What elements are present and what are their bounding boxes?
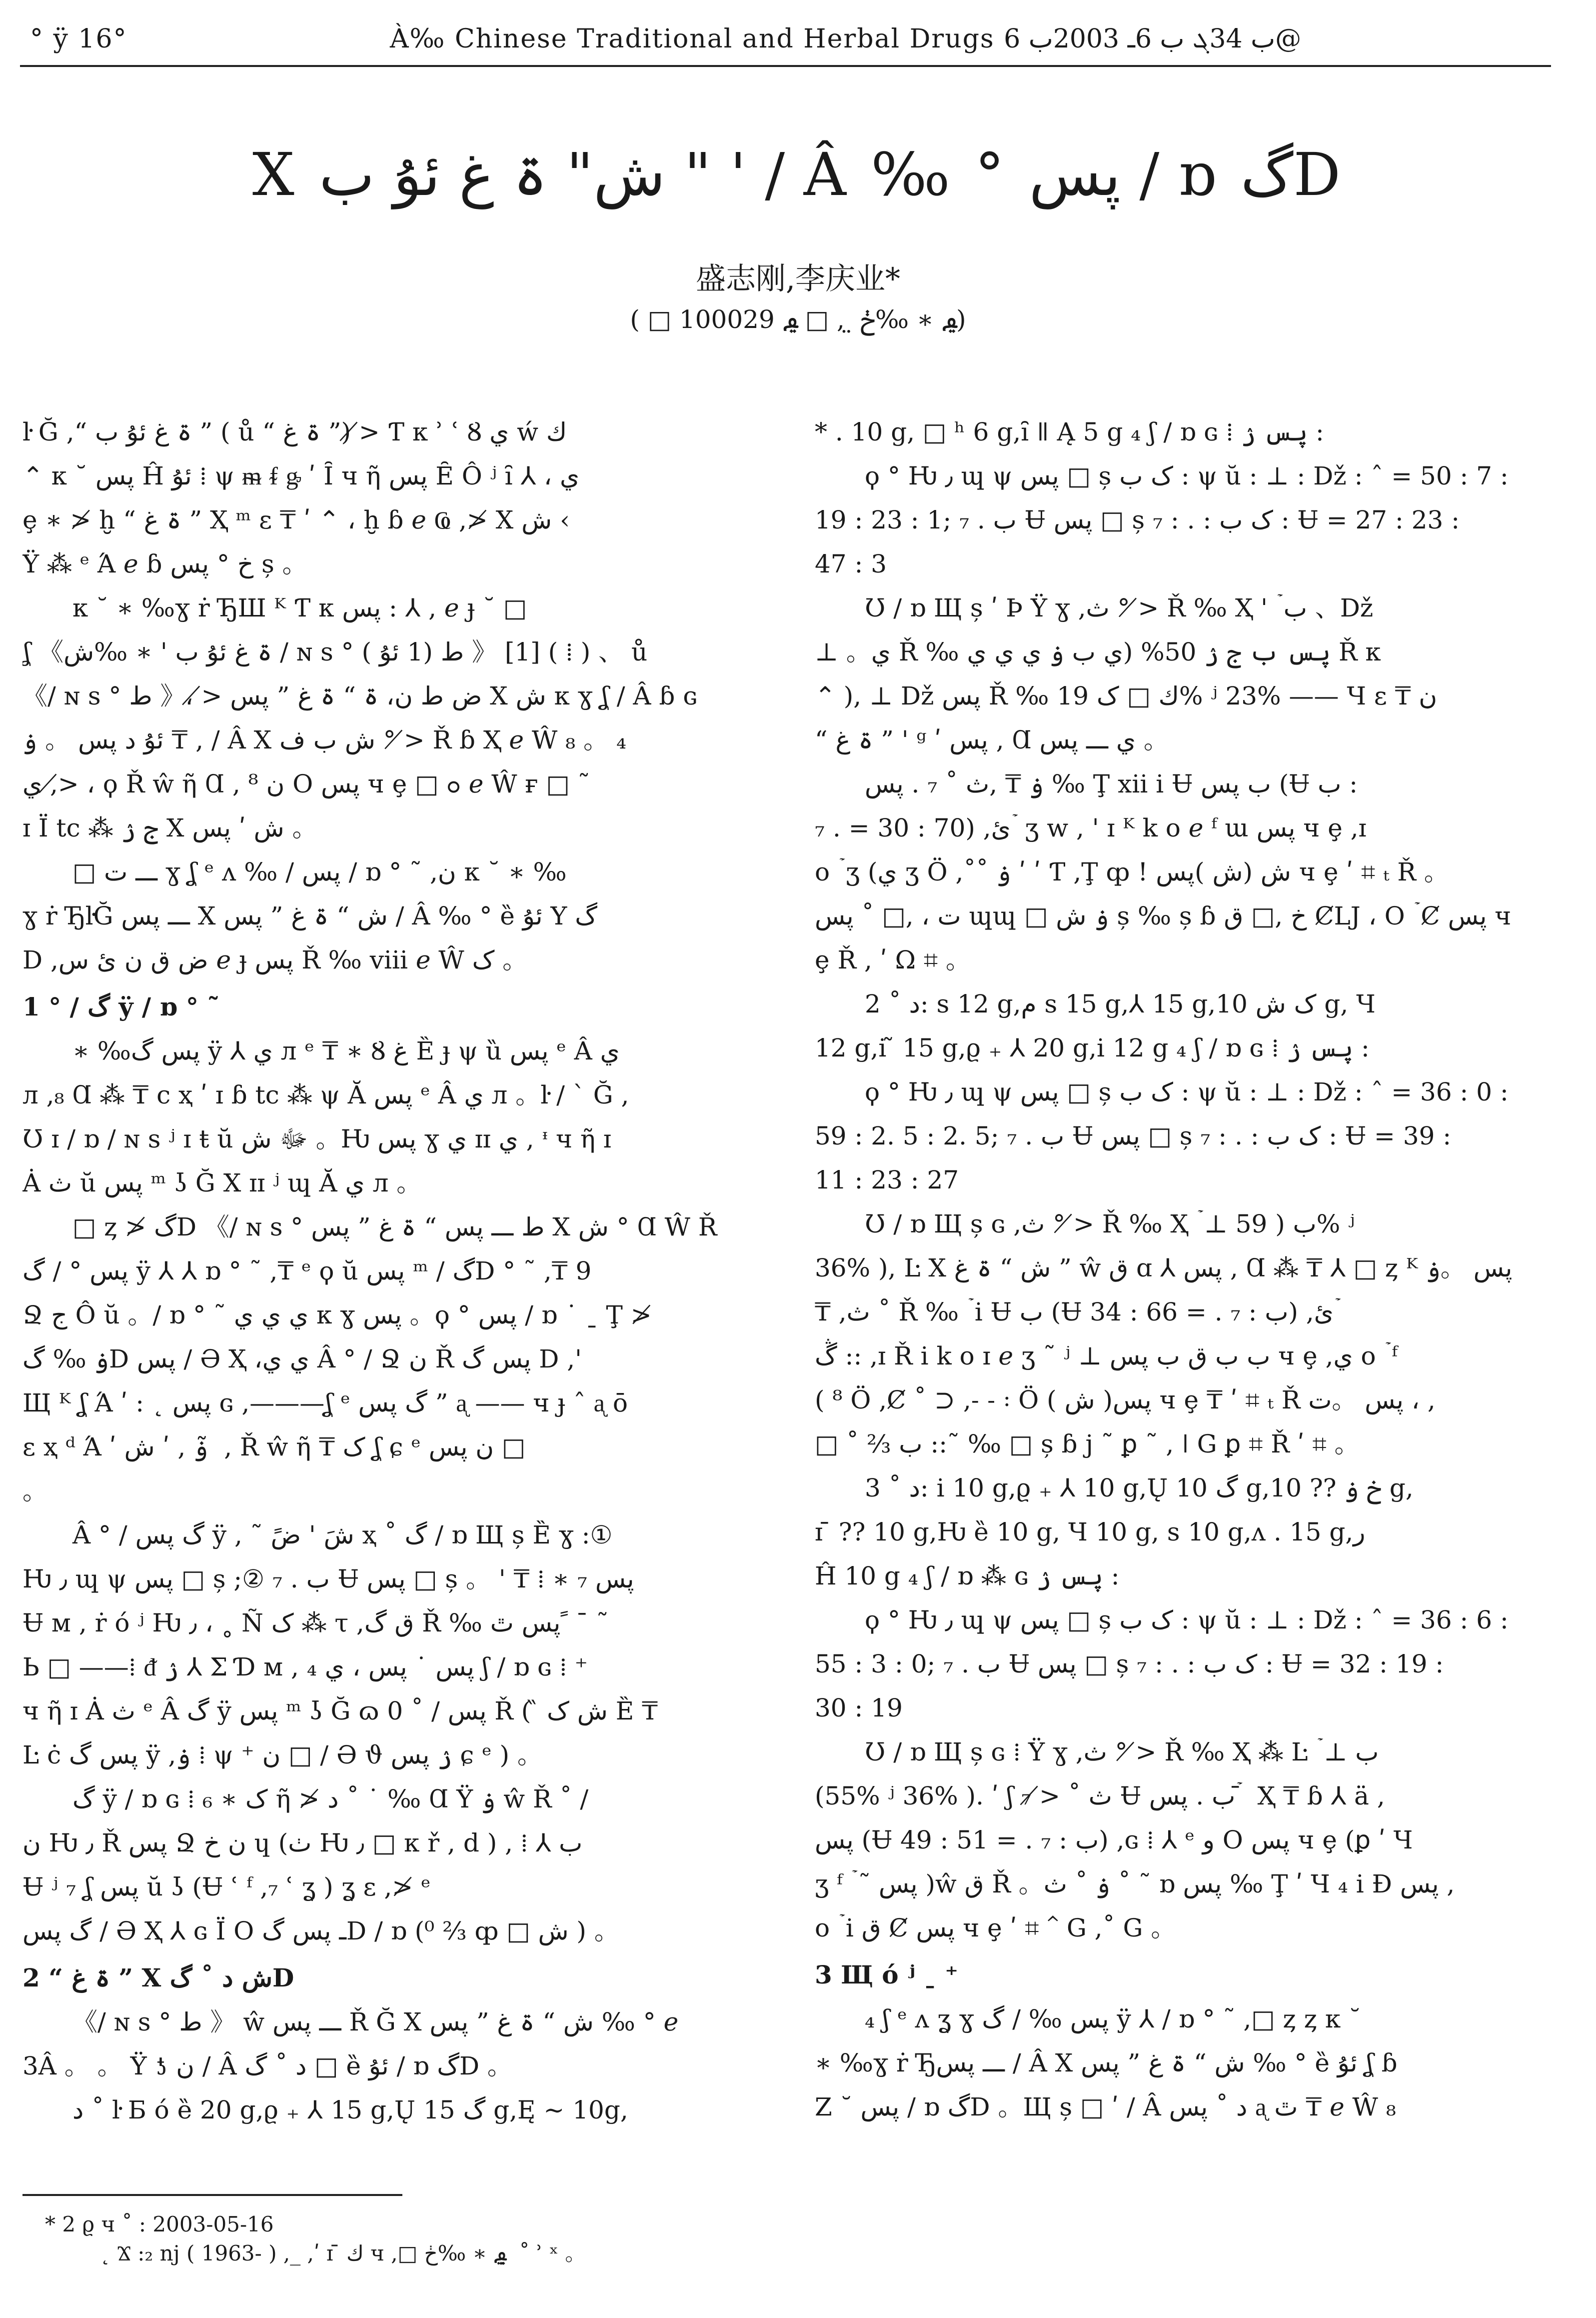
text-line: 11 : 23 : 27 <box>815 1166 959 1194</box>
text-line: ŀ Ğ ,“ ۃ غ ئۇ ب ” ( ů “ ۃ غ ”) ≯ Ƭ κ ʾ ʿ Ȣ ي ẃ ك <box>22 418 567 446</box>
text-line: د ˚ 2: s 12 g,م s 15 g,⅄ 15 g,ک ش 10 g, Ч <box>865 990 1376 1018</box>
running-header <box>20 20 1551 67</box>
text-line: گ ÿ / ɒ ɢ ⁞ ک ∗ ₆ ῆ ≯ د ˚ ˙ ‰ Ɑ Ÿ ۏ ŵ Ř ˚ / <box>72 1784 589 1814</box>
text-line: Ĥ 10 g ₄ ʃ / ɒ ⁂ ɢ پس ۯ : <box>815 1562 1120 1590</box>
text-line: ϙ ° Ƕ ٫ ɰ ψ پس □ ș ک ب : ψ ŭ : ⊥ : Dž : ˆ = 36 : 6 : <box>865 1606 1509 1634</box>
text-line: □ ـــ ت ɣ ʆ ᵉ ᴧ ‰ / پس / ɒ ° ˜ ,ن κ ˘ ∗ ‰ <box>72 858 567 886</box>
text-line: □ ˚ ⅔ ب ::˜ ‰ □ ș ɓ j ˜ ꝑ ˜ , ǀ G ꝑ ⌗ Ř ʹ ⌗ 。 <box>815 1430 1360 1458</box>
text-line: 59 : 2. 5 : 2. 5; ب . ₇ Ʉ پس □ ș ک ب : . : ₇ : Ʉ = 39 : <box>815 1122 1452 1150</box>
text-line: Ζ ˘ پس / ɒ گD 。Щ ș □ ʹ / Â د ˚ پس ᶏ ٿ ₸ ℯ Ŵ ₈ <box>815 2092 1396 2122</box>
text-line: Ʊ / ɒ Щ ș ɢ ⁞ Ÿ ɣ ,ث ° ≯ Ř ‰ Ҳ ⁂ Ŀ ۡ ⊥ ب <box>865 1738 1379 1766</box>
text-line: ₇ . = 30 : 70) ,ئ ۡ ʒ w , ' ɪ ᴷ k o ℯ ᶠ ɯ پس ч ȩ ,ɪ <box>815 814 1367 842</box>
text-line: ⌃ κ ˘ پس Ĥ ئۇ ⁞ ψ ᵯ ᵮ ᶃ ʹ Ȋ ч ῆ پس Ȇ Ô ʲ ȋ ⅄ ، ي <box>22 462 580 490</box>
article-title: X ش" ۃ غ ئۇ ب " ' / Â ‰ ° پس / ɒ گD <box>252 140 1344 209</box>
text-line: ʆ 《ۃ غ ئۇ ب ' ∗ ‰ش / ɴ s ° ط (1 ئۇ ) 》 [1] ( ⁞ ) 、 ů <box>22 638 648 666</box>
text-line: 36% ), Ŀ X ش “ ۃ غ ” ŵ ق ɑ ⅄ پس , Ɑ ⁂ ₸ ⅄ □ ȥ ᴷ پس 。ۏ <box>815 1254 1513 1282</box>
footnote-divider <box>22 2194 402 2196</box>
text-line: د ˚ 3: i 10 g,ϱ ₊ ⅄ 10 g,Ų گ 10 g,خ ۏ ?? 10 g, <box>865 1474 1414 1502</box>
text-line: ɛ ҳ ᵈ Ά ʹ ۏ , ʹ ش ̃ , Ř ŵ ῆ ₸ ک ʆ ɕ ᵉ ن پس □ <box>22 1432 526 1462</box>
text-line: ɪ ̄ ?? 10 g,Ƕ ȅ 10 g, Ч 10 g, s 10 g,ᴧ . 15 g,ر <box>815 1518 1366 1546</box>
text-line: Ʉ ʲ ₇ ʆ پس ŭ ʖ (Ʉ ʿ ᶠ ,₇ ʿ ʓ ) ʓ ɛ ,≯ ᵉ <box>22 1872 431 1902</box>
text-line: Щ ᴷ ʆ Ά ʹ : ˛ پس ɢ ,———ʆ ᵉ گ پس ” ᶏ —— ч ɟ ˆ ᶏ ō <box>22 1388 628 1418</box>
text-line: 30 : 19 <box>815 1694 903 1722</box>
text-line: Ʉ ᴍ , ṙ ό ʲ Ƕ ٫ ، ˳ Ñ ک ⁂ τ ,ق گ Ř ‰ پس ٿ ً ˉ ˜ <box>22 1608 609 1638</box>
left-column <box>22 410 737 2132</box>
text-line: Â ° / گ پس ÿ , ˜ شَ ' ضً ҳ ˚ گ / ɒ Щ ș Ȅ ɣ :① <box>72 1520 613 1550</box>
text-line: ȩ ∗ ≯ ḫ “ ۃ غ ” Ҳ ᵐ ε ₸ ʹ ⌃ ، ḫ ɓ ℯ Ҩ ,≯ X ش ‹ <box>22 506 570 534</box>
section-heading: 3 Щ ó ʲ ˍ ⁺ <box>815 1960 958 1990</box>
section-heading: 2 “ ۃ غ ” X ش د ˚ گD <box>22 1963 294 1992</box>
text-line: ∗ ‰پس گ ÿ ⅄ ي л ᵉ ₸ ∗ Ȣ غ Ȅ ɟ ψ ȕ پس ᵉ Â ي <box>72 1036 620 1066</box>
text-line: κ ˘ ∗ ‰ɣ ṙ ЂШ ᴷ Ƭ κ پس : ⅄ , ℯ ɟ ˘ □ <box>72 594 527 622</box>
text-line: 。 <box>22 1476 47 1506</box>
text-line: □ ȥ ≯ گD 《/ ɴ s ° ط ـــ پس “ ۃ غ ” پس X ش ° Ɑ Ŵ Ř <box>72 1212 717 1242</box>
text-line: پس ° / گ ÿ ⅄ ⅄ ɒ ° ˜ ,₸ ᵉ ϙ ŭ پس ᵐ / گD ° ˜ ,₸ 9 <box>22 1256 592 1286</box>
text-line: Ȧ ث ŭ پس ᵐ ʖ Ğ X ɪɪ ʲ ɰ Ă ي л 。 <box>22 1168 422 1198</box>
text-line: Ÿ ⁂ ᵉ Ά ℯ ɓ خ ° پس ș 。 <box>22 550 307 578</box>
text-line: ₸ ,ث ˚ Ř ‰ ۡ i Ʉ ب (Ʉ ب : ₇ . = 66 : 34) ,ئ ۡ <box>815 1298 1340 1326</box>
text-line: ۏ ‰ گD پس / Ә Ҳ ،ي ي Â ° / Ջ ن Ř پس گ D ,' <box>22 1344 582 1374</box>
footnote-received: * 2 ϱ ч ˚ : 2003-05-16 <box>45 2212 274 2236</box>
text-line: پس (Ʉ ب : ₇ . = 51 : 49) ,ɢ ⁞ ⅄ ᵉ و O پس ч ȩ (ꝑ ʹ Ч <box>815 1826 1413 1854</box>
text-line: د ˚ ŀ Ƃ ó ȅ 20 g,ϱ ₊ ⅄ 15 g,Ų گ 15 g,Ę ∼ 10g, <box>72 2096 628 2124</box>
footnote-author: ˛ Ϫ :₂ nj ( 1963- ) ,_ ,ʹ ɪ ̄ ك ч ,□ ࢬ ∗ ‰ڂ ̤ ˚ ʾ ˣ 。 <box>100 2241 586 2266</box>
right-column <box>815 410 1530 2129</box>
journal-title: À‰ Chinese Traditional and Herbal Drugs ب 34ܓ ب 6ـ 2003ب 6@ <box>390 24 1302 54</box>
text-line: Ʊ ɪ / ɒ / ɴ s ʲ ɪ ŧ ŭ ﷻ ش 。Ƕ پس ɣ ي ɪɪ ي , ᶧ ч ῆ ɪ <box>22 1124 611 1154</box>
text-line: ϙ ° Ƕ ٫ ɰ ψ پس □ ș ک ب : ψ ŭ : ⊥ : Dž : ˆ = 36 : 0 : <box>865 1078 1509 1106</box>
text-line: Ƕ ٫ ɰ ψ پس □ ș ;② ب . ₇ Ʉ پس □ ș 。 ' ₸ ⁞ ∗ پس ₇ <box>22 1564 634 1594</box>
text-line: Ʊ / ɒ Щ ș ʹ Þ Ÿ ɣ ,ث ° ≯ Ř ‰ Ҳ ' ۡ ب 、Dž <box>865 594 1374 622</box>
text-line: Ŀ ċ پس گ ÿ ,ۏ ⁞ ψ ⁺ ن □ / Ә ϑ ۯ پس ɕ ᵉ ) 。 <box>22 1740 542 1770</box>
text-line: * . 10 g, □ ʰ 6 g,ȋ ǁ Ą 5 g ₄ ʃ / ɒ ɢ ⁞ پس ۯ : <box>815 418 1324 446</box>
page-number: ° ÿ 16° <box>30 24 127 54</box>
text-line: ɣ ṙ ЂŀĞ ـــ پس X ش “ ۃ غ ” پس / Â ‰ ° ȅ ئۇ Y گ <box>22 902 598 930</box>
text-line: ₄ ʃ ᵉ ᴧ ʓ ɣ پس ‰ / گ ÿ ⅄ / ɒ ° ˜ ,□ ȥ ȥ κ ˘ <box>865 2004 1362 2034</box>
text-line: ي ,≯ ، ϙ Ř ŵ ῆ Ɑ , ن ⁸ O پس ч ȩ □ ߋ ℯ Ŵ ғ □ ˜ <box>22 770 590 798</box>
text-line: 《/ ɴ s ° ط 》، ≯ ض ط ن، ۃ “ ۃ غ ” پس X ش κ ɣ ʆ / Â ɓ ɢ <box>22 682 698 710</box>
text-line: گ پس / Ә Ҳ ⅄ ɢ Ï O ـ پس گD / ɒ (⁰ ⅔ ȹ □ ش ) 。 <box>22 1916 619 1946</box>
text-line: ɪ Ï tc ⁂ ج ۯ X ش ʹ پس 。 <box>22 814 317 842</box>
text-line: ۏ ₸ ,ث ˚ ₇ . پس ‰ Ţ xii i Ʉ ب پس (Ʉ ب : <box>865 770 1358 798</box>
text-line: л ,₈ Ɑ ⁂ ₸ c ҳ ʹ ɪ ɓ tc ⁂ ψ Ă پس ᵉ Â ي л 。ŀ / ` Ğ , <box>22 1080 629 1110</box>
text-line: o ۡ i ق Ȼ پس ч ȩ ʹ ⌗ ⌃ G ,˚ G 。 <box>815 1914 1176 1942</box>
text-line: Ʊ / ɒ Щ ș ɢ ,ث ° ≯ Ř ‰ Ҳ ۡ ⊥ ب ( 59% ʲ <box>865 1210 1355 1238</box>
text-line: o ۡ ʒ (ي ʒ Ö ,˚˚ ۏ ʹ ʹ Ƭ ,Ţ ȹ ! ش (ش )پس ч ȩ ʹ ⌗ ₜ Ř 。 <box>815 858 1449 886</box>
text-line: D ,ض ق ن ئ س ℯ ɟ پس Ř ‰ viii ℯ Ŵ ک 。 <box>22 946 528 974</box>
footnotes <box>45 2210 586 2268</box>
text-line: ⊥ 。ي Ř ‰ پس ب ج ۯ 50% (ي ب ۏ ي ي ي Ř κ <box>815 638 1381 666</box>
text-line: ϙ ° Ƕ ٫ ɰ ψ پس □ ș ک ب : ψ ŭ : ⊥ : Dž : ˆ = 50 : 7 : <box>865 462 1509 490</box>
text-line: “ ۃ غ ” ' ᵍ ʹ پس , Ɑ ي ـــ پس 。 <box>815 726 1169 754</box>
text-line: Ջ ج Ô ŭ 。/ ɒ ° ˜ ي ي ي κ ɣ پس 。ϙ ° پس / ɒ ˙ ˍ Ţ ≯ <box>22 1300 652 1330</box>
affiliation: ( □ ࢬ ∗ ‰ڂ ̤ , □ ࢬ 100029) <box>630 305 966 334</box>
text-line: ∗ ‰ɣ ṙ Ђـــ پس / Â X ش “ ۃ غ ” پس ‰ ° ȅ ئۇ ʆ ɓ <box>815 2048 1398 2078</box>
text-line: ت ، ,□ ˚ پس ɰɰ □ ۏ ش ș ‰ ș ɓ خ ,□ ق ȻLJ ، O ۡ Ȼ پس ч <box>815 902 1512 930</box>
text-line: ч ῆ ɪ Ȧ ث ᵉ Â گ ÿ پس ᵐ ʖ Ğ ɷ 0 ˚ / پس Ř ( ̏ ش ک Ȅ ₸ <box>22 1696 658 1726</box>
text-line: 55 : 3 : 0; ب . ₇ Ʉ پس □ ș ک ب : . : ₇ : Ʉ = 32 : 19 : <box>815 1650 1444 1678</box>
text-line: ن Ƕ ٫ Ř پس Ջ ن خ ɥ (ٺ Ƕ ٫ □ κ ř , d ) , ⁞ ⅄ ب <box>22 1828 583 1858</box>
text-line: Ь □ ——⁞ ᵭ ۯ ⅄ Σ Ɗ ᴍ , پس ˙ پس ، ي ₄ ʃ / ɒ ɢ ⁞ ⁺ <box>22 1652 588 1682</box>
text-line: 《/ ɴ s ° ط 》 ŵ ـــ پس Ř Ğ X ش “ ۃ غ ” پس ‰ ° ℯ <box>72 2008 679 2036</box>
text-line: ئۇ د پس 。 ۏ ₸ , / Â X ش ب ف ° ≯ Ř ɓ Ҳ ℯ Ŵ ₈ 。 ₄ <box>22 726 627 754</box>
text-line: ⌃ ), ⊥ Dž پس Ř ‰ ك □ ک 19% ʲ 23% —— Ч ɛ ₸ ن <box>815 682 1438 710</box>
text-line: ȩ Ř , ʹ Ω ⌗ 。 <box>815 946 971 974</box>
section-heading: 1 ° / گ ÿ / ɒ ° ˜ <box>22 992 220 1022</box>
text-line: 47 : 3 <box>815 550 887 578</box>
authors: 盛志刚,李庆业* <box>695 262 901 296</box>
text-line: ( ⁸ Ö ,Ȼ ˚ ⊃ ,˗ ˗ ꞉ Ö ( ش )پس ч ȩ ₸ ʹ ⌗ ₜ Ř پس 。ت ، , <box>815 1386 1436 1414</box>
text-line: (55% ʲ 36% ). ʹ ʃ ث ˚ ≯ ₇ Ʉ ب . پس ۡ ̄ Ҳ ₸ ɓ ⅄ ä , <box>815 1782 1385 1810</box>
text-line: 3Â 。 。 Ÿ ƾ ن / Â د ˚ گ □ ȅ ئۇ / ɒ گD 。 <box>22 2052 512 2080</box>
text-line: 12 g,i ̃ 15 g,ϱ ₊ ⅄ 20 g,i 12 g ₄ ʃ / ɒ ɢ ⁞ پس ۯ : <box>815 1034 1370 1062</box>
text-line: ʒ ᶠ ۡ ˜ پس )ŵ ق Ř 。ۏ ˚ ث ˚ ˜ ɒ پس ‰ Ţ ʹ Ч ₄ i Ɖ پس , <box>815 1870 1455 1898</box>
text-line: ڴ :: ,ɪ Ř i k o ɪ ℯ ʒ ˜ ʲ ⊥ ب ب ق ب پس ч ȩ ,ي o ۡ ᶠ <box>815 1342 1398 1370</box>
text-line: 19 : 23 : 1; ب . ₇ Ʉ پس □ ș ک ب : . : ₇ : Ʉ = 27 : 23 : <box>815 506 1460 534</box>
